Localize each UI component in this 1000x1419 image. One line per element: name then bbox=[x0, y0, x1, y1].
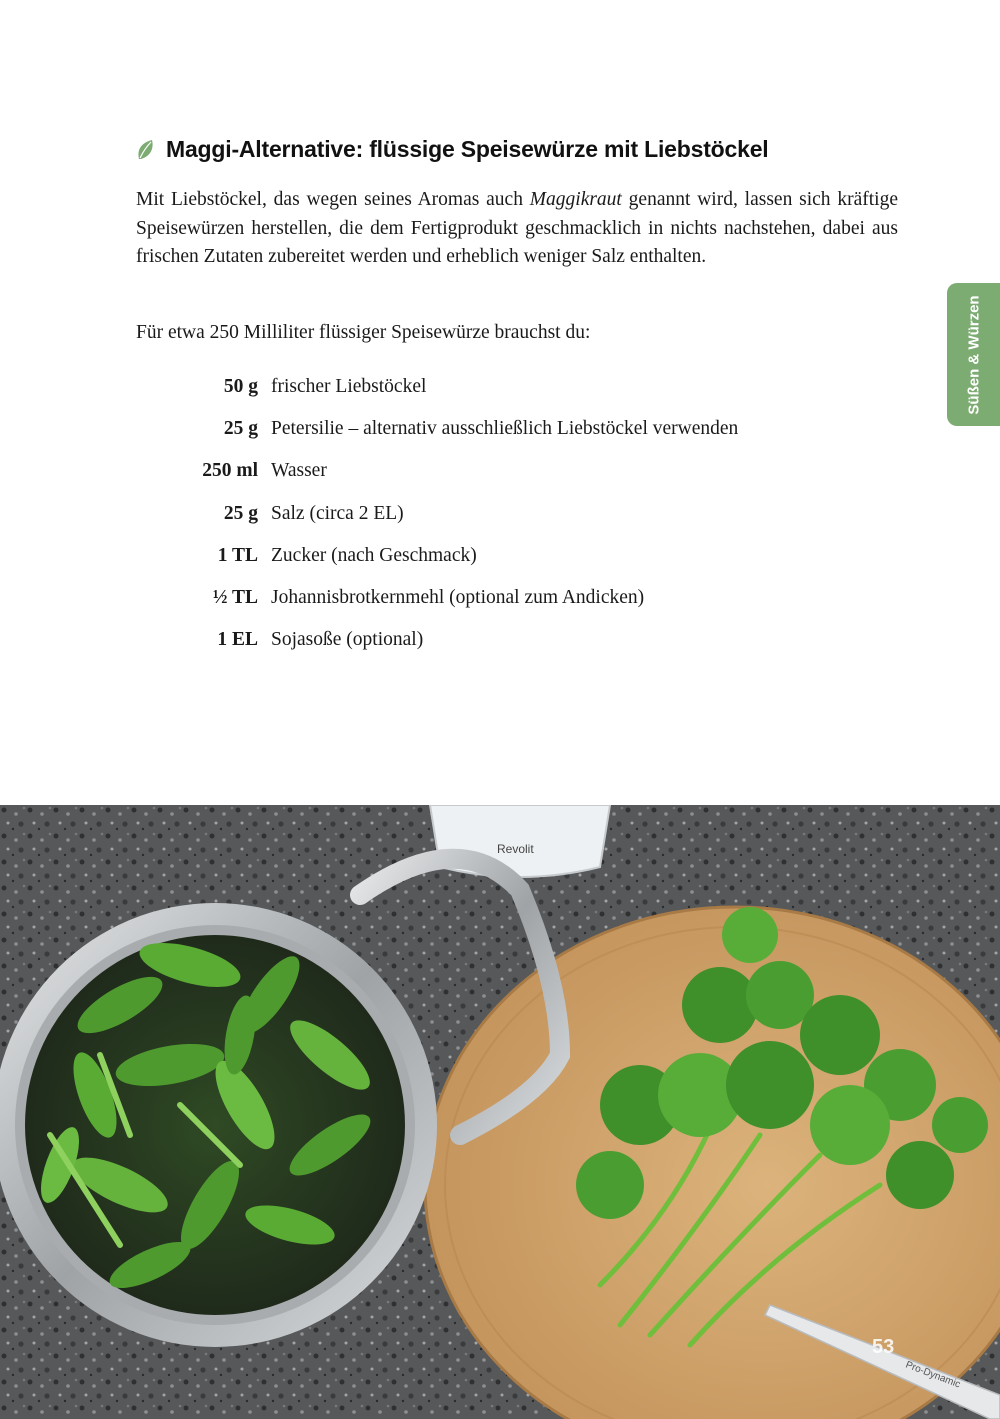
ingredient-name: Wasser bbox=[271, 460, 327, 482]
ingredient-quantity: 25 g bbox=[223, 502, 258, 524]
ingredient-row bbox=[136, 577, 896, 619]
ingredient-name: Sojasoße (optional) bbox=[271, 629, 424, 651]
ingredient-name: Petersilie – alternativ ausschließlich Liebstöckel verwenden bbox=[271, 418, 739, 440]
ingredient-quantity: 250 ml bbox=[202, 460, 258, 482]
ingredient-row bbox=[136, 619, 896, 661]
ingredient-quantity: 25 g bbox=[223, 418, 258, 440]
ingredient-row bbox=[136, 450, 896, 492]
ingredient-name: frischer Liebstöckel bbox=[271, 376, 427, 398]
section-title: Maggi-Alternative: flüssige Speisewürze mit Liebstöckel bbox=[166, 136, 769, 162]
herb-photo-illustration bbox=[0, 805, 1000, 1419]
maggikraut-emphasis: Maggikraut bbox=[529, 189, 622, 210]
knife-label: Pro-Dynamic bbox=[903, 1359, 962, 1391]
chapter-tab-label: Süßen & Würzen bbox=[965, 294, 982, 415]
ingredient-row bbox=[136, 493, 896, 535]
ingredient-name: Johannisbrotkernmehl (optional zum Andicken) bbox=[271, 587, 645, 609]
section-heading bbox=[136, 136, 896, 163]
ingredient-name: Salz (circa 2 EL) bbox=[271, 502, 404, 524]
intro-paragraph: Mit Liebstöckel, das wegen seines Aromas auch Maggikraut genannt wird, lassen sich kräftige Speisewürzen herstellen, die dem Fertigprodukt geschmacklich in nichts nachstehen, dabei aus frischen Zutaten zubereitet werden und erheblich weniger Salz enthalten. bbox=[136, 189, 899, 267]
ingredient-row bbox=[136, 366, 896, 408]
ingredient-quantity: ½ TL bbox=[212, 587, 258, 609]
chapter-tab bbox=[947, 283, 1000, 426]
ingredient-quantity: 50 g bbox=[223, 376, 258, 398]
ingredients-lead: Für etwa 250 Milliliter flüssiger Speisewürze brauchst du: bbox=[136, 322, 591, 343]
ingredient-quantity: 1 EL bbox=[217, 629, 258, 651]
jug-label: Revolit bbox=[497, 842, 534, 856]
ingredient-row bbox=[136, 408, 896, 450]
herb-photo bbox=[0, 805, 1000, 1419]
ingredient-quantity: 1 TL bbox=[217, 544, 258, 566]
ingredient-list bbox=[136, 366, 896, 661]
ingredient-row bbox=[136, 535, 896, 577]
ingredient-name: Zucker (nach Geschmack) bbox=[271, 544, 477, 566]
page-number: 53 bbox=[872, 1336, 895, 1358]
leaf-icon bbox=[136, 139, 156, 161]
